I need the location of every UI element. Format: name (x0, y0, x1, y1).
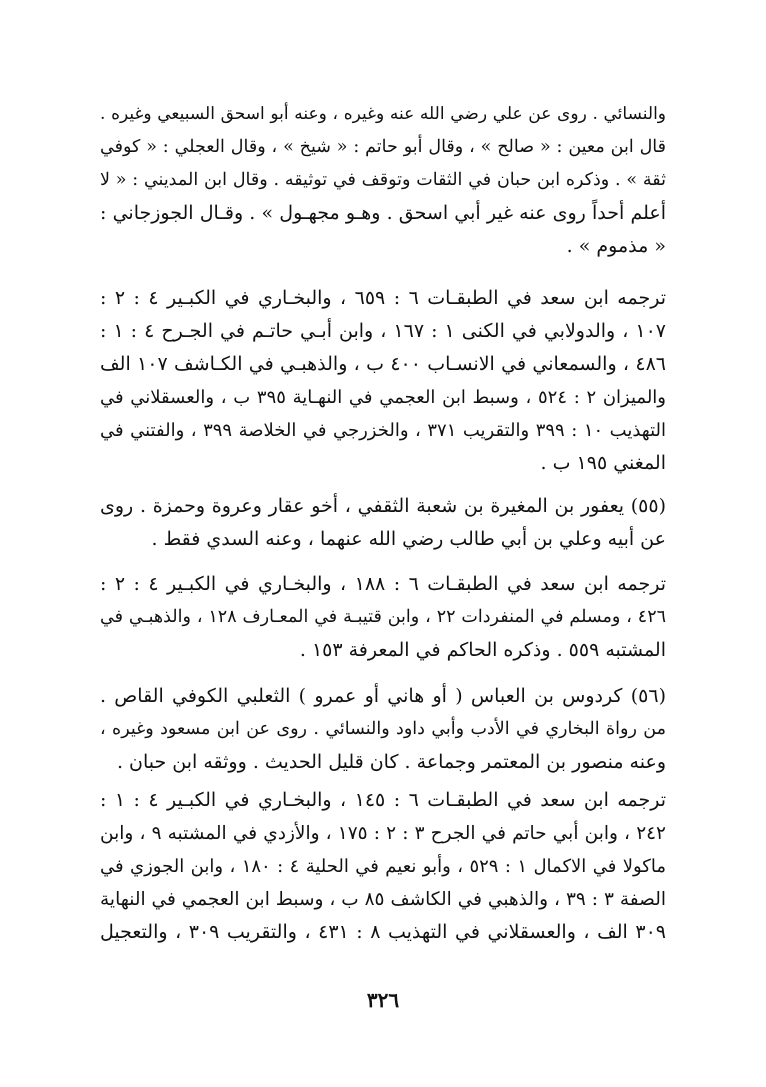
text-line: ٢٤٢ ، وابن أبي حاتم في الجرح ٣ : ٢ : ١٧٥ ، والأزدي في المشتبه ٩ ، وابن (100, 823, 666, 844)
text-line: قال ابن معين : « صالح » ، وقال أبو حاتم : « شيخ » ، وقال العجلي : « كوفي (100, 137, 666, 157)
text-line: ٤٨٦ ، والسمعاني في الانسـاب ٤٠٠ ب ، والذهبـي في الكـاشف ١٠٧ الف (100, 353, 666, 375)
text-line: التهذيب ١٠ : ٣٩٩ والتقريب ٣٧١ ، والخزرجي في الخلاصة ٣٩٩ ، والفتني في (100, 420, 667, 441)
paragraph-1 (100, 98, 666, 263)
text-line: ماكولا في الاكمال ١ : ٥٢٩ ، وأبو نعيم في الحلية ٤ : ١٨٠ ، وابن الجوزي في (100, 856, 666, 877)
text-line: عن أبيه وعلي بن أبي طالب رضي الله عنهما ، وعنه السدي فقط . (151, 528, 666, 550)
text-line: ثقة » . وذكره ابن حبان في الثقات وتوقف في توثيقه . وقال ابن المديني : « لا (100, 170, 666, 190)
paragraph-6 (100, 784, 666, 949)
text-line: والنسائي . روى عن علي رضي الله عنه وغيره ، وعنه أبو اسحق السبيعي وغيره . (100, 104, 666, 124)
text-line: المشتبه ٥٥٩ . وذكره الحاكم في المعرفة ١٥٣ . (299, 639, 666, 661)
text-line: من رواة البخاري في الأدب وأبي داود والنسائي . روى عن ابن مسعود وغيره ، (100, 719, 666, 739)
paragraph-5 (100, 680, 666, 779)
text-line: المغني ١٩٥ ب . (540, 452, 666, 474)
text-line: ترجمه ابن سعد في الطبقـات ٦ : ١٨٨ ، والبخـاري في الكبـير ٤ : ٢ : (100, 573, 666, 595)
text-line: ٤٢٦ ، ومسلم في المنفردات ٢٢ ، وابن قتيبـة في المعـارف ١٢٨ ، والذهبـي في (100, 607, 666, 627)
page-number: ٣٢٦ (366, 988, 400, 1012)
text-line: ترجمه ابن سعد في الطبقـات ٦ : ١٤٥ ، والبخـاري في الكبـير ٤ : ١ : (100, 789, 666, 811)
text-line: ١٠٧ ، والدولابي في الكنى ١ : ١٦٧ ، وابن أبـي حاتـم في الجـرح ٤ : ١ : (100, 320, 667, 342)
paragraph-2 (100, 282, 666, 480)
text-line: ٣٠٩ الف ، والعسقلاني في التهذيب ٨ : ٤٣١ ، والتقريب ٣٠٩ ، والتعجيل (100, 921, 666, 943)
text-line: ترجمه ابن سعد في الطبقـات ٦ : ٦٥٩ ، والبخـاري في الكبـير ٤ : ٢ : (100, 287, 666, 309)
text-line: والميزان ٢ : ٥٢٤ ، وسبط ابن العجمي في النهـاية ٣٩٥ ب ، والعسقلاني في (100, 387, 666, 408)
text-line: وعنه منصور بن المعتمر وجماعة . كان قليل الحديث . ووثقه ابن حبان . (116, 751, 666, 773)
text-line: الصفة ٣ : ٣٩ ، والذهبي في الكاشف ٨٥ ب ، وسبط ابن العجمي في النهاية (100, 889, 666, 910)
text-line: (٥٦) كردوس بن العباس ( أو هاني أو عمرو ) الثعلبي الكوفي القاص . (100, 685, 666, 707)
text-line: « مذموم » . (566, 235, 666, 257)
paragraph-3 (100, 490, 666, 556)
paragraph-4 (100, 568, 666, 667)
text-line: أعلم أحداً روى عنه غير أبي اسحق . وهـو مجهـول » . وقـال الجوزجاني : (100, 202, 666, 224)
text-line: (٥٥) يعفور بن المغيرة بن شعبة الثقفي ، أخو عقار وعروة وحمزة . روى (100, 495, 666, 517)
